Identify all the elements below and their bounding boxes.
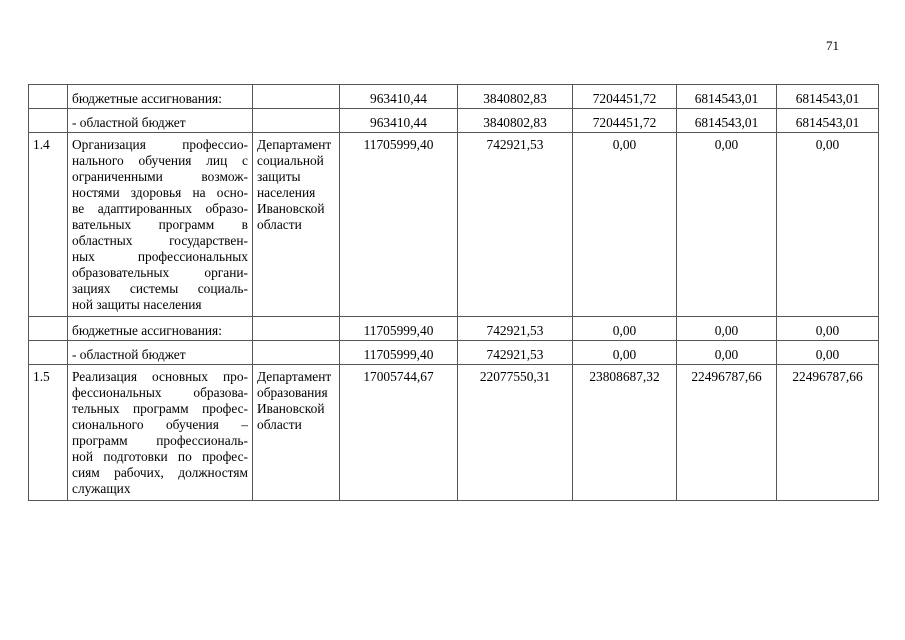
measure-name-line: программ профессиональ- — [72, 433, 248, 448]
amount-cell-year-2: 742921,53 — [458, 317, 573, 341]
amount-cell-year-4: 0,00 — [677, 133, 777, 317]
department-cell — [253, 85, 340, 109]
amount-cell-year-4: 6814543,01 — [677, 85, 777, 109]
measure-name-line: вательных программ в — [72, 217, 248, 232]
measure-name-line: фессиональных образова- — [72, 385, 248, 400]
department-cell — [253, 317, 340, 341]
amount-cell-year-3: 0,00 — [573, 133, 677, 317]
measure-name-cell — [68, 341, 253, 365]
row-number-cell — [29, 109, 68, 133]
amount-cell-year-5: 6814543,01 — [777, 109, 879, 133]
measure-name-line: бюджетные ассигнования: — [72, 323, 222, 338]
measure-name-cell — [68, 85, 253, 109]
measure-name-cell — [68, 365, 253, 501]
amount-cell-year-4: 6814543,01 — [677, 109, 777, 133]
table-row — [29, 109, 879, 133]
amount-cell-year-3: 0,00 — [573, 317, 677, 341]
department-line: Ивановской — [257, 401, 325, 416]
measure-name-line: - областной бюджет — [72, 347, 186, 362]
measure-name-line: ностями здоровья на осно- — [72, 185, 248, 200]
department-cell — [253, 341, 340, 365]
amount-cell-year-2: 742921,53 — [458, 133, 573, 317]
table-row — [29, 85, 879, 109]
amount-cell-year-4: 0,00 — [677, 317, 777, 341]
budget-table — [28, 84, 879, 501]
measure-name-line: зациях системы социаль- — [72, 281, 248, 296]
measure-name-line: бюджетные ассигнования: — [72, 91, 222, 106]
row-number-cell — [29, 341, 68, 365]
department-line: социальной — [257, 153, 324, 168]
measure-name-line: областных государствен- — [72, 233, 248, 248]
amount-cell-year-3: 0,00 — [573, 341, 677, 365]
row-number-cell — [29, 317, 68, 341]
table-row — [29, 365, 879, 501]
amount-cell-year-4: 22496787,66 — [677, 365, 777, 501]
table-body — [29, 85, 879, 501]
measure-name-line: ных профессиональных — [72, 249, 248, 264]
measure-name-cell — [68, 317, 253, 341]
department-line: образования — [257, 385, 328, 400]
table-row — [29, 341, 879, 365]
measure-name-line: тельных программ профес- — [72, 401, 248, 416]
measure-name-line: ве адаптированных образо- — [72, 201, 248, 216]
measure-name-line: нального обучения лиц с — [72, 153, 248, 168]
measure-name-line: Реализация основных про- — [72, 369, 248, 384]
measure-name-line: образовательных органи- — [72, 265, 248, 280]
row-number-cell — [29, 85, 68, 109]
amount-cell-year-5: 22496787,66 — [777, 365, 879, 501]
measure-name-line: ной подготовки по профес- — [72, 449, 248, 464]
amount-cell-year-5: 0,00 — [777, 317, 879, 341]
amount-cell-year-1: 963410,44 — [340, 109, 458, 133]
amount-cell-year-5: 6814543,01 — [777, 85, 879, 109]
amount-cell-year-1: 11705999,40 — [340, 133, 458, 317]
measure-name-line: - областной бюджет — [72, 115, 186, 130]
measure-name-line: сионального обучения – — [72, 417, 248, 432]
measure-name-line: сиям рабочих, должностям — [72, 465, 248, 480]
department-cell — [253, 133, 340, 317]
amount-cell-year-2: 742921,53 — [458, 341, 573, 365]
amount-cell-year-1: 11705999,40 — [340, 341, 458, 365]
page-number: 71 — [826, 38, 839, 53]
department-cell — [253, 109, 340, 133]
amount-cell-year-3: 23808687,32 — [573, 365, 677, 501]
department-line: области — [257, 217, 302, 232]
amount-cell-year-1: 963410,44 — [340, 85, 458, 109]
amount-cell-year-1: 11705999,40 — [340, 317, 458, 341]
amount-cell-year-2: 22077550,31 — [458, 365, 573, 501]
table-row — [29, 317, 879, 341]
amount-cell-year-2: 3840802,83 — [458, 85, 573, 109]
department-line: населения — [257, 185, 316, 200]
department-line: Ивановской — [257, 201, 325, 216]
department-cell — [253, 365, 340, 501]
measure-name-line: Организация профессио- — [72, 137, 248, 152]
measure-name-line: служащих — [72, 481, 131, 496]
amount-cell-year-4: 0,00 — [677, 341, 777, 365]
row-number-cell: 1.5 — [29, 365, 68, 501]
amount-cell-year-1: 17005744,67 — [340, 365, 458, 501]
amount-cell-year-5: 0,00 — [777, 133, 879, 317]
measure-name-line: ной защиты населения — [72, 297, 202, 312]
department-line: Департамент — [257, 137, 332, 152]
department-line: Департамент — [257, 369, 332, 384]
amount-cell-year-2: 3840802,83 — [458, 109, 573, 133]
measure-name-cell — [68, 109, 253, 133]
department-line: области — [257, 417, 302, 432]
measure-name-line: ограниченными возмож- — [72, 169, 248, 184]
row-number-cell: 1.4 — [29, 133, 68, 317]
department-line: защиты — [257, 169, 301, 184]
amount-cell-year-3: 7204451,72 — [573, 109, 677, 133]
amount-cell-year-3: 7204451,72 — [573, 85, 677, 109]
table-row — [29, 133, 879, 317]
amount-cell-year-5: 0,00 — [777, 341, 879, 365]
measure-name-cell — [68, 133, 253, 317]
